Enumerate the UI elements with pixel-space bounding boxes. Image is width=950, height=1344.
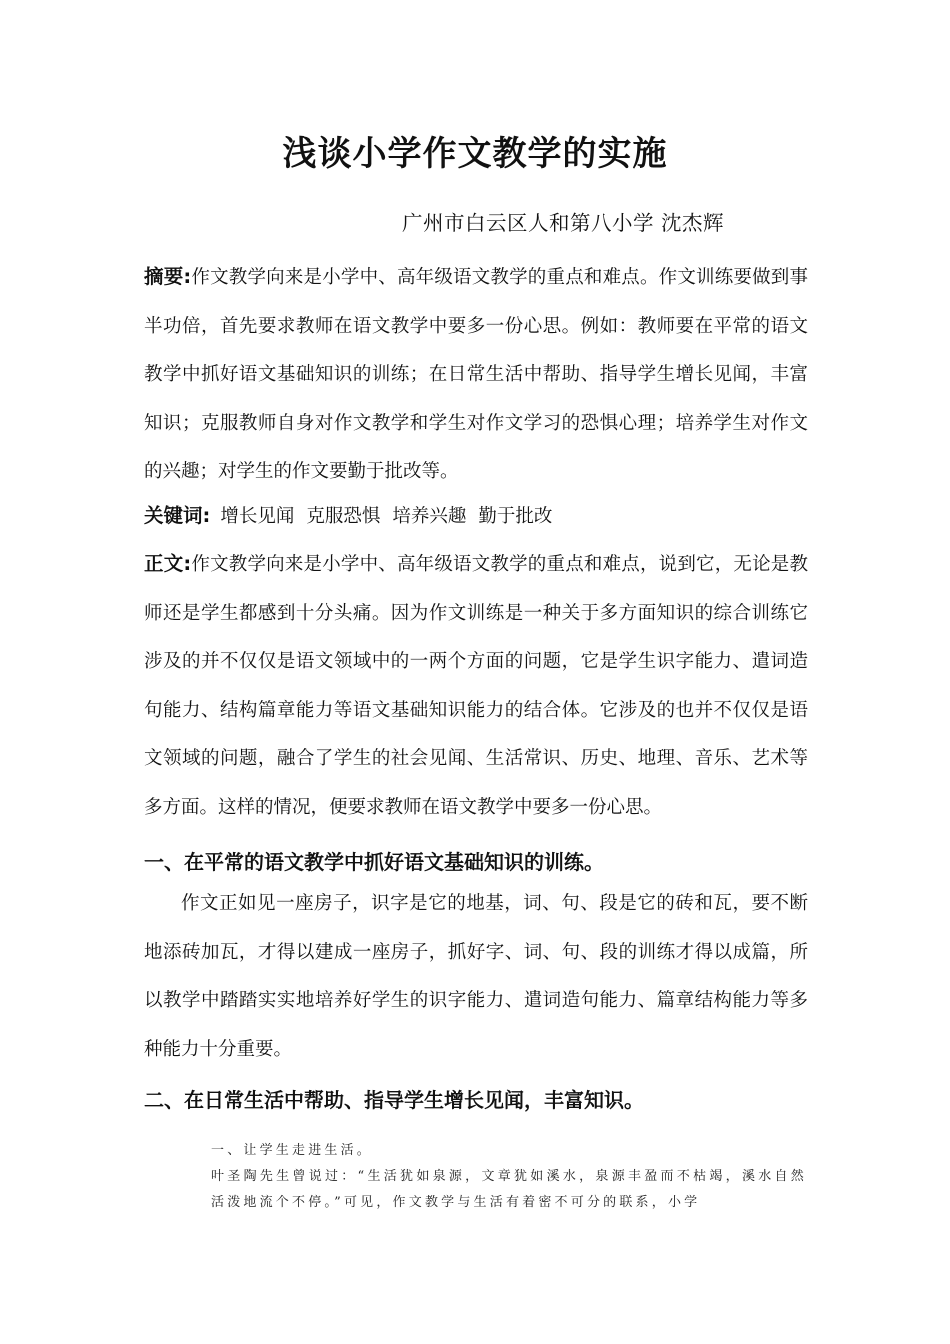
document-title: 浅谈小学作文教学的实施: [282, 134, 668, 174]
keywords-paragraph: [144, 492, 808, 542]
keyword-item: 增长见闻: [220, 506, 295, 527]
section1-paragraph: 作文正如见一座房子，识字是它的地基，词、句、段是它的砖和瓦，要不断地添砖加瓦，才得以建成一座房子，抓好字、词、句、段的训练才得以成篇，所以教学中踏踏实实地培养好学生的识字能力、遣词造句能力、篇章结构能力等多种能力十分重要。: [144, 893, 808, 1060]
author-line: 广州市白云区人和第八小学 沈杰辉: [402, 211, 725, 235]
section2-paragraph: 叶圣陶先生曾说过：“生活犹如泉源，文章犹如溪水，泉源丰盈而不枯竭，溪水自然活泼地流个不停。”可见，作文教学与生活有着密不可分的联系，小学: [211, 1169, 807, 1210]
abstract-text: 作文教学向来是小学中、高年级语文教学的重点和难点。作文训练要做到事半功倍，首先要求教师在语文教学中要多一份心思。例如：教师要在平常的语文教学中抓好语文基础知识的训练；在日常生活中帮助、指导学生增长见闻，丰富知识；克服教师自身对作文教学和学生对作文学习的恐惧心理；培养学生对作文的兴趣；对学生的作文要勤于批改等。: [144, 267, 808, 482]
subsection-heading: 一、让学生走进生活。: [211, 1143, 374, 1158]
body-label: 正文:: [144, 552, 192, 575]
keyword-item: 培养兴趣: [392, 506, 467, 527]
body-paragraph: [144, 540, 808, 832]
abstract-label: 摘要:: [144, 265, 192, 288]
keywords-label: 关键词:: [144, 504, 211, 527]
section-heading: 一、在平常的语文教学中抓好语文基础知识的训练。: [144, 850, 604, 874]
keyword-item: 勤于批改: [478, 506, 553, 527]
section-heading: 二、在日常生活中帮助、指导学生增长见闻，丰富知识。: [144, 1088, 644, 1112]
keyword-item: 克服恐惧: [306, 506, 381, 527]
abstract-paragraph: [144, 253, 808, 497]
body-text: 作文教学向来是小学中、高年级语文教学的重点和难点，说到它，无论是教师还是学生都感到十分头痛。因为作文训练是一种关于多方面知识的综合训练它涉及的并不仅仅是语文领域中的一两个方面的问题，它是学生识字能力、遣词造句能力、结构篇章能力等语文基础知识能力的结合体。它涉及的也并不仅仅是语文领域的问题，融合了学生的社会见闻、生活常识、历史、地理、音乐、艺术等多方面。这样的情况，便要求教师在语文教学中要多一份心思。: [144, 554, 808, 818]
